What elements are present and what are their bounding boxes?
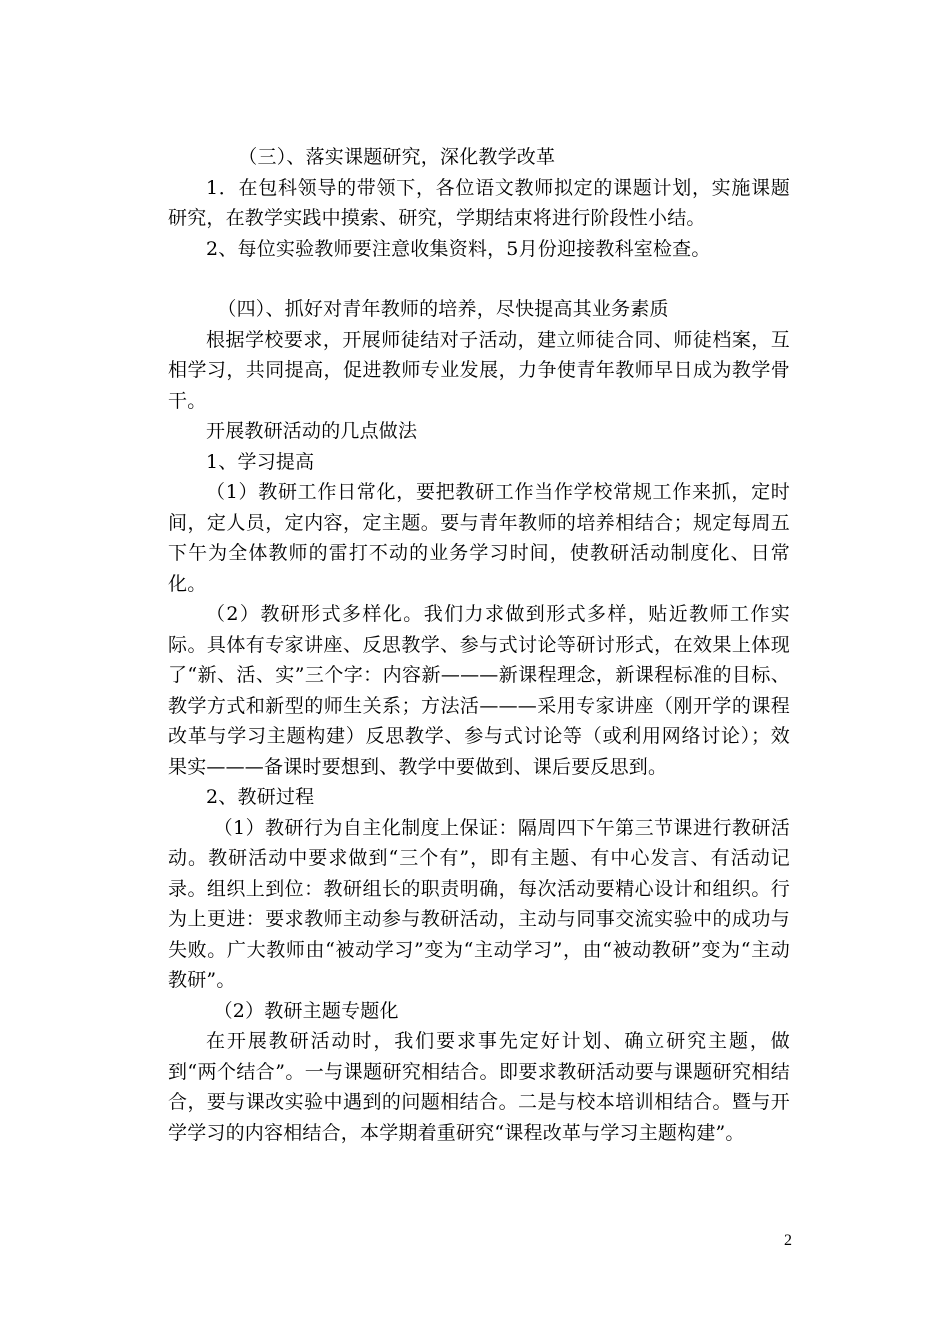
subheading: （2）教研主题专题化 xyxy=(213,999,399,1022)
paragraph: （1）教研工作日常化，要把教研工作当作学校常规工作来抓，定时间，定人员，定内容，定主题。要与青年教师的培养相结合；规定每周五下午为全体教师的雷打不动的业务学习时间，使教研活动制度化、日常化。 xyxy=(168,481,790,595)
subheading: 开展教研活动的几点做法 xyxy=(206,420,418,442)
paragraph: （1）教研行为自主化制度上保证：隔周四下午第三节课进行教研活动。教研活动中要求做到“三个有”，即有主题、有中心发言、有活动记录。组织上到位：教研组长的职责明确，每次活动要精心设计和组织。行为上更进：要求教师主动参与教研活动，主动与同事交流实验中的成功与失败。广大教师由“被动学习”变为“主动学习”，由“被动教研”变为“主动教研”。 xyxy=(168,816,790,991)
subheading: 2、教研过程 xyxy=(206,786,315,808)
subheading: 1、学习提高 xyxy=(206,450,315,473)
section-heading-4: （四）、抓好对青年教师的培养，尽快提高其业务素质 xyxy=(217,298,669,320)
paragraph: 2、每位实验教师要注意收集资料，5月份迎接教科室检查。 xyxy=(206,237,711,260)
paragraph: 1．在包科领导的带领下，各位语文教师拟定的课题计划，实施课题研究，在教学实践中摸索、研究，学期结束将进行阶段性小结。 xyxy=(168,176,790,229)
section-heading-3: （三）、落实课题研究，深化教学改革 xyxy=(238,146,556,168)
paragraph: 在开展教研活动时，我们要求事先定好计划、确立研究主题，做到“两个结合”。一与课题研究相结合。即要求教研活动要与课题研究相结合，要与课改实验中遇到的问题相结合。二是与校本培训相结合。暨与开学学习的内容相结合，本学期着重研究“课程改革与学习主题构建”。 xyxy=(168,1030,790,1144)
paragraph: （2）教研形式多样化。我们力求做到形式多样，贴近教师工作实际。具体有专家讲座、反思教学、参与式讨论等研讨形式，在效果上体现了“新、活、实”三个字：内容新———新课程理念，新课程标准的目标、教学方式和新型的师生关系；方法活———采用专家讲座（刚开学的课程改革与学习主题构建）反思教学、参与式讨论等（或利用网络讨论）；效果实———备课时要想到、教学中要做到、课后要反思到。 xyxy=(168,603,790,778)
document-body xyxy=(168,142,790,1148)
page-number: 2 xyxy=(784,1232,792,1249)
paragraph: 根据学校要求，开展师徒结对子活动，建立师徒合同、师徒档案，互相学习，共同提高，促进教师专业发展，力争使青年教师早日成为教学骨干。 xyxy=(168,328,790,412)
